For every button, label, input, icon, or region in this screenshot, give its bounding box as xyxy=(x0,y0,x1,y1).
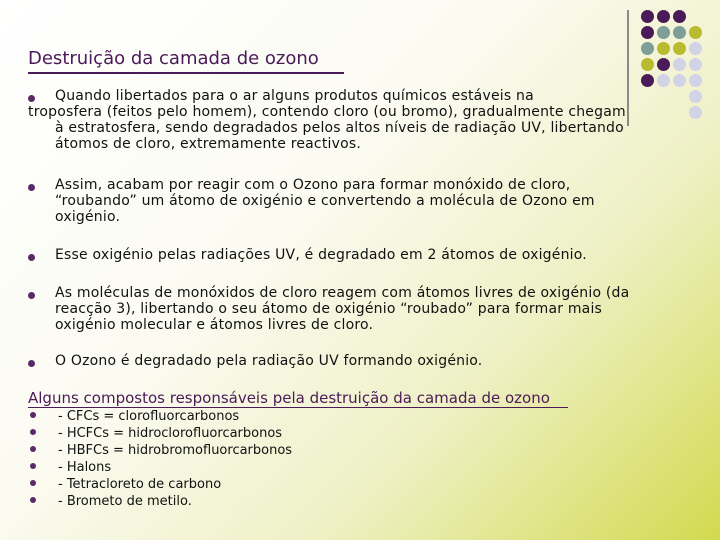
bullet-4-line-2: reacção 3), libertando o seu átomo de oxigénio “roubado” para formar mais xyxy=(55,301,603,317)
compound-item xyxy=(30,409,239,425)
bullet-5-line-1: O Ozono é degradado pela radiação UV formando oxigénio. xyxy=(55,353,483,369)
decorative-dot xyxy=(673,10,686,23)
compounds-heading-underline xyxy=(28,407,568,408)
bullet-marker xyxy=(28,95,35,102)
bullet-1-line-1: Quando libertados para o ar alguns produtos químicos estáveis na xyxy=(55,88,534,104)
decorative-dot xyxy=(673,74,686,87)
bullet-marker xyxy=(30,480,36,486)
decorative-dot xyxy=(689,26,702,39)
bullet-marker xyxy=(30,429,36,435)
compound-item xyxy=(30,443,292,459)
decorative-dot xyxy=(641,58,654,71)
bullet-marker xyxy=(30,463,36,469)
compound-text: - CFCs = clorofluorcarbonos xyxy=(58,409,240,424)
decorative-dot xyxy=(689,106,702,119)
bullet-marker xyxy=(28,292,35,299)
bullet-marker xyxy=(30,412,36,418)
decorative-dot xyxy=(689,74,702,87)
decorative-dot xyxy=(657,10,670,23)
decorative-dot xyxy=(657,58,670,71)
decorative-dot xyxy=(673,26,686,39)
decorative-vertical-line xyxy=(627,10,629,126)
decorative-dot xyxy=(657,42,670,55)
bullet-2-line-2: “roubando” um átomo de oxigénio e convertendo a molécula de Ozono em xyxy=(55,193,595,209)
decorative-dot xyxy=(641,10,654,23)
compounds-heading: Alguns compostos responsáveis pela destruição da camada de ozono xyxy=(28,389,550,407)
title-underline xyxy=(28,72,344,74)
bullet-marker xyxy=(28,254,35,261)
bullet-2-line-1: Assim, acabam por reagir com o Ozono para formar monóxido de cloro, xyxy=(55,177,571,193)
compound-item xyxy=(30,494,192,510)
bullet-4-line-3: oxigénio molecular e átomos livres de cloro. xyxy=(55,317,374,333)
compound-text: - Brometo de metilo. xyxy=(58,494,192,509)
decorative-dot xyxy=(641,42,654,55)
decorative-dot xyxy=(641,26,654,39)
bullet-4-line-1: As moléculas de monóxidos de cloro reagem com átomos livres de oxigénio (da xyxy=(55,285,630,301)
decorative-dot xyxy=(657,26,670,39)
compound-item xyxy=(30,460,111,476)
decorative-dot xyxy=(689,90,702,103)
decorative-dot xyxy=(689,42,702,55)
bullet-marker xyxy=(28,360,35,367)
bullet-2-line-3: oxigénio. xyxy=(55,209,121,225)
decorative-dot xyxy=(657,74,670,87)
bullet-1-line-4: átomos de cloro, extremamente reactivos. xyxy=(55,136,362,152)
slide-title: Destruição da camada de ozono xyxy=(28,48,319,69)
bullet-marker xyxy=(28,184,35,191)
decorative-dot xyxy=(673,42,686,55)
bullet-1-line-2: troposfera (feitos pelo homem), contendo cloro (ou bromo), gradualmente chegam xyxy=(28,104,626,120)
compound-text: - HCFCs = hidroclorofluorcarbonos xyxy=(58,426,283,441)
decorative-dot xyxy=(641,74,654,87)
compound-text: - HBFCs = hidrobromofluorcarbonos xyxy=(58,443,293,458)
bullet-marker xyxy=(30,497,36,503)
compound-item xyxy=(30,477,221,493)
bullet-1-line-3: à estratosfera, sendo degradados pelos altos níveis de radiação UV, libertando xyxy=(55,120,624,136)
decorative-dot xyxy=(673,58,686,71)
compound-text: - Tetracloreto de carbono xyxy=(58,477,222,492)
bullet-marker xyxy=(30,446,36,452)
decorative-dot xyxy=(689,58,702,71)
compound-text: - Halons xyxy=(58,460,112,475)
compound-item xyxy=(30,426,282,442)
bullet-3-line-1: Esse oxigénio pelas radiações UV, é degradado em 2 átomos de oxigénio. xyxy=(55,247,587,263)
